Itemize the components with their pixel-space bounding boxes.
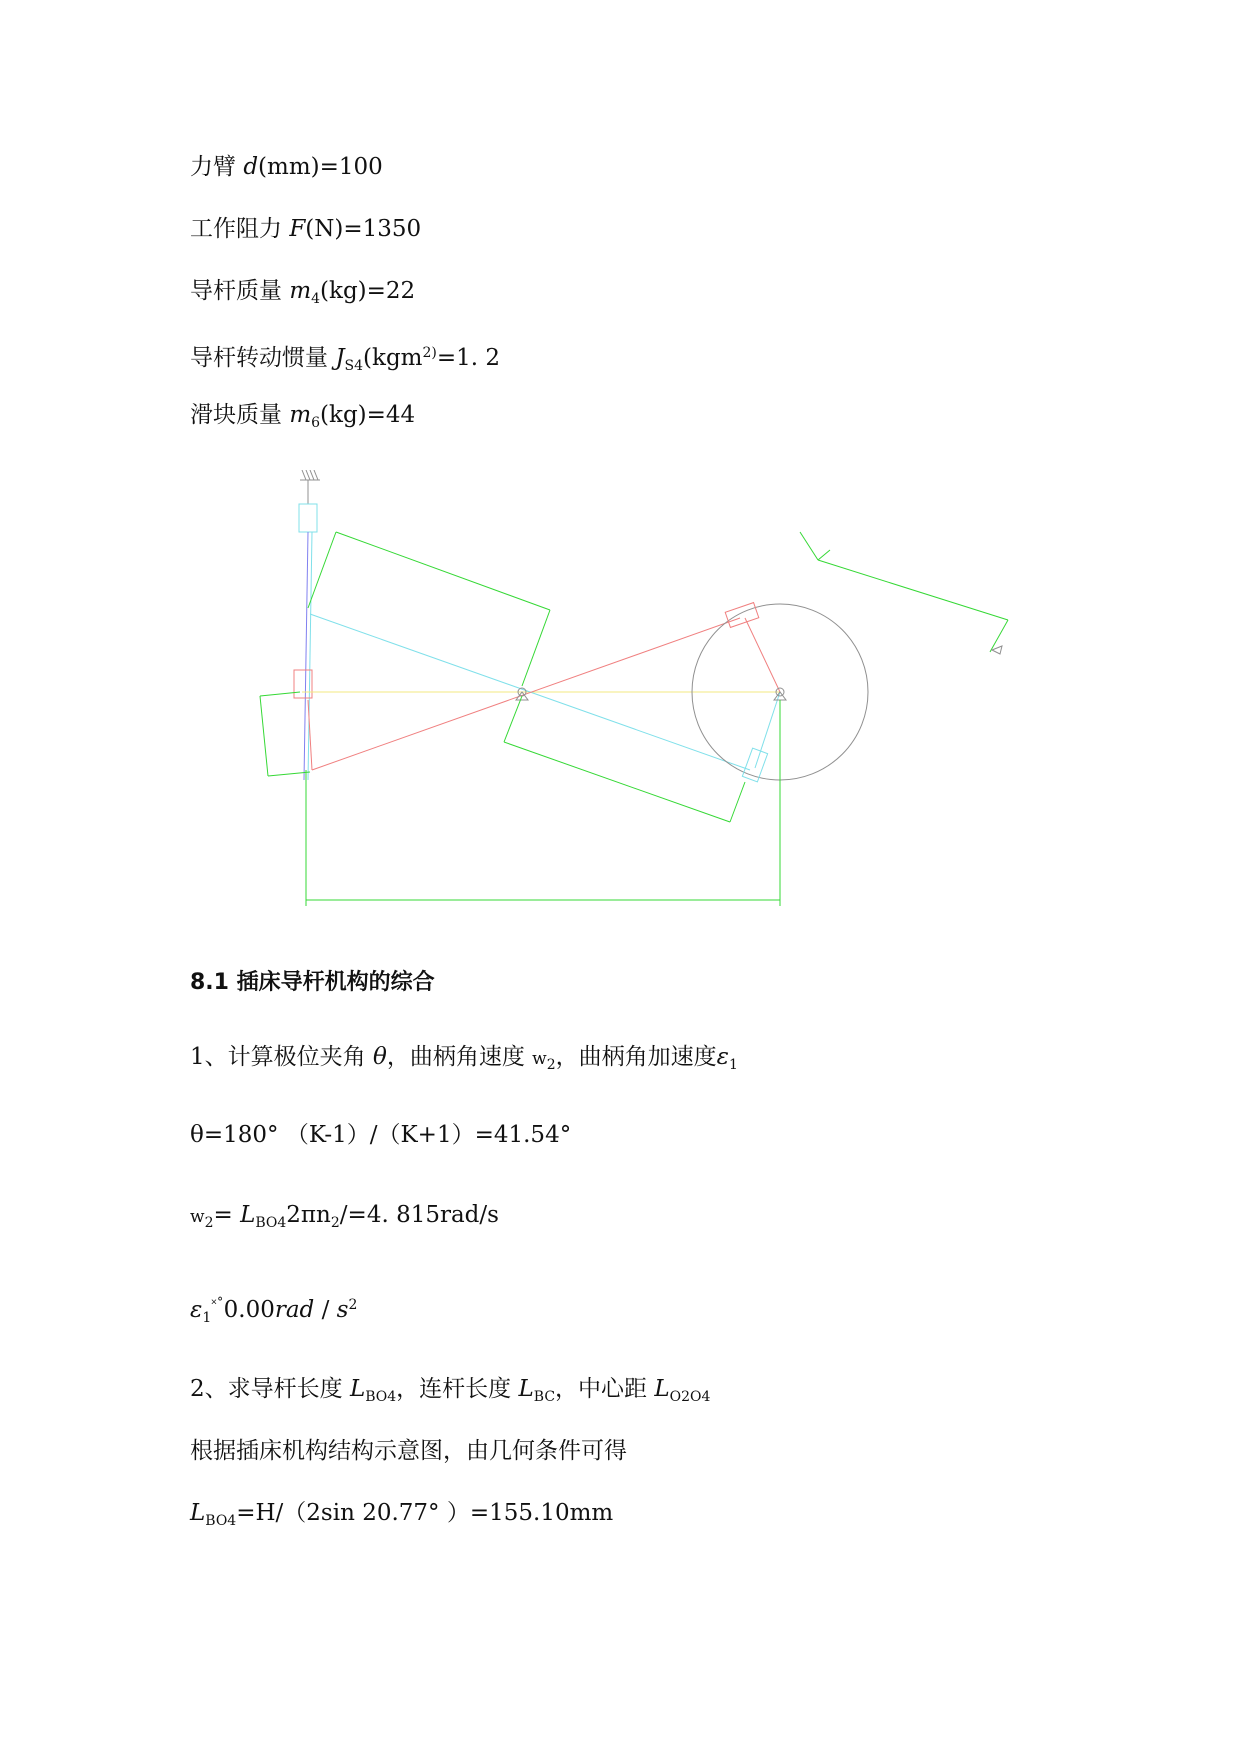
crank-arm-alt bbox=[755, 692, 780, 768]
equation-omega: $w_2= L_{BO4}2\pi n_2/=4$. 815rad/s bbox=[190, 1202, 499, 1231]
mechanism-diagram bbox=[240, 470, 1040, 920]
param-arm-length: 力臂 d(mm)=100 bbox=[190, 154, 383, 180]
step1-text: 1、计算极位夹角 θ，曲柄角速度 $w_2$，曲柄角加速度$\varepsilon_1$ bbox=[190, 1044, 738, 1073]
equation-theta: θ=180° （K-1）/（K+1）=41.54° bbox=[190, 1122, 572, 1148]
crank-slider-top bbox=[725, 603, 759, 628]
param-guide-inertia: 导杆转动惯量 $J_{S4}(kgm^{2)}=1$. 2 bbox=[190, 345, 501, 374]
pivot-o2 bbox=[774, 688, 786, 700]
param-guide-mass: 导杆质量 $m_4(kg)=22$ bbox=[190, 278, 416, 307]
crank-arm bbox=[745, 618, 780, 692]
ground-hatch bbox=[300, 470, 320, 504]
ram-rod bbox=[304, 532, 308, 780]
param-slider-mass: 滑块质量 $m_6(kg)=44$ bbox=[190, 402, 416, 431]
section-heading: 8.1 插床导杆机构的综合 bbox=[190, 970, 435, 995]
dimension-lines bbox=[260, 532, 1008, 906]
param-work-resistance: 工作阻力 F(N)=1350 bbox=[190, 216, 422, 242]
equation-epsilon: $\varepsilon_1^{˟˚}0.00rad / s^2$ bbox=[190, 1297, 358, 1326]
equation-lbo4: $L_{BO4}=H/(2\sin$ 20.77° ）=155.10mm bbox=[190, 1500, 614, 1529]
upper-slider-block bbox=[299, 504, 317, 532]
step2-text: 2、求导杆长度 $L_{BO4}$，连杆长度 $L_{BC}$，中心距 $L_{O2O4}$ bbox=[190, 1376, 711, 1405]
marker-icon bbox=[992, 646, 1002, 654]
step2-description: 根据插床机构结构示意图，由几何条件可得 bbox=[190, 1438, 627, 1464]
